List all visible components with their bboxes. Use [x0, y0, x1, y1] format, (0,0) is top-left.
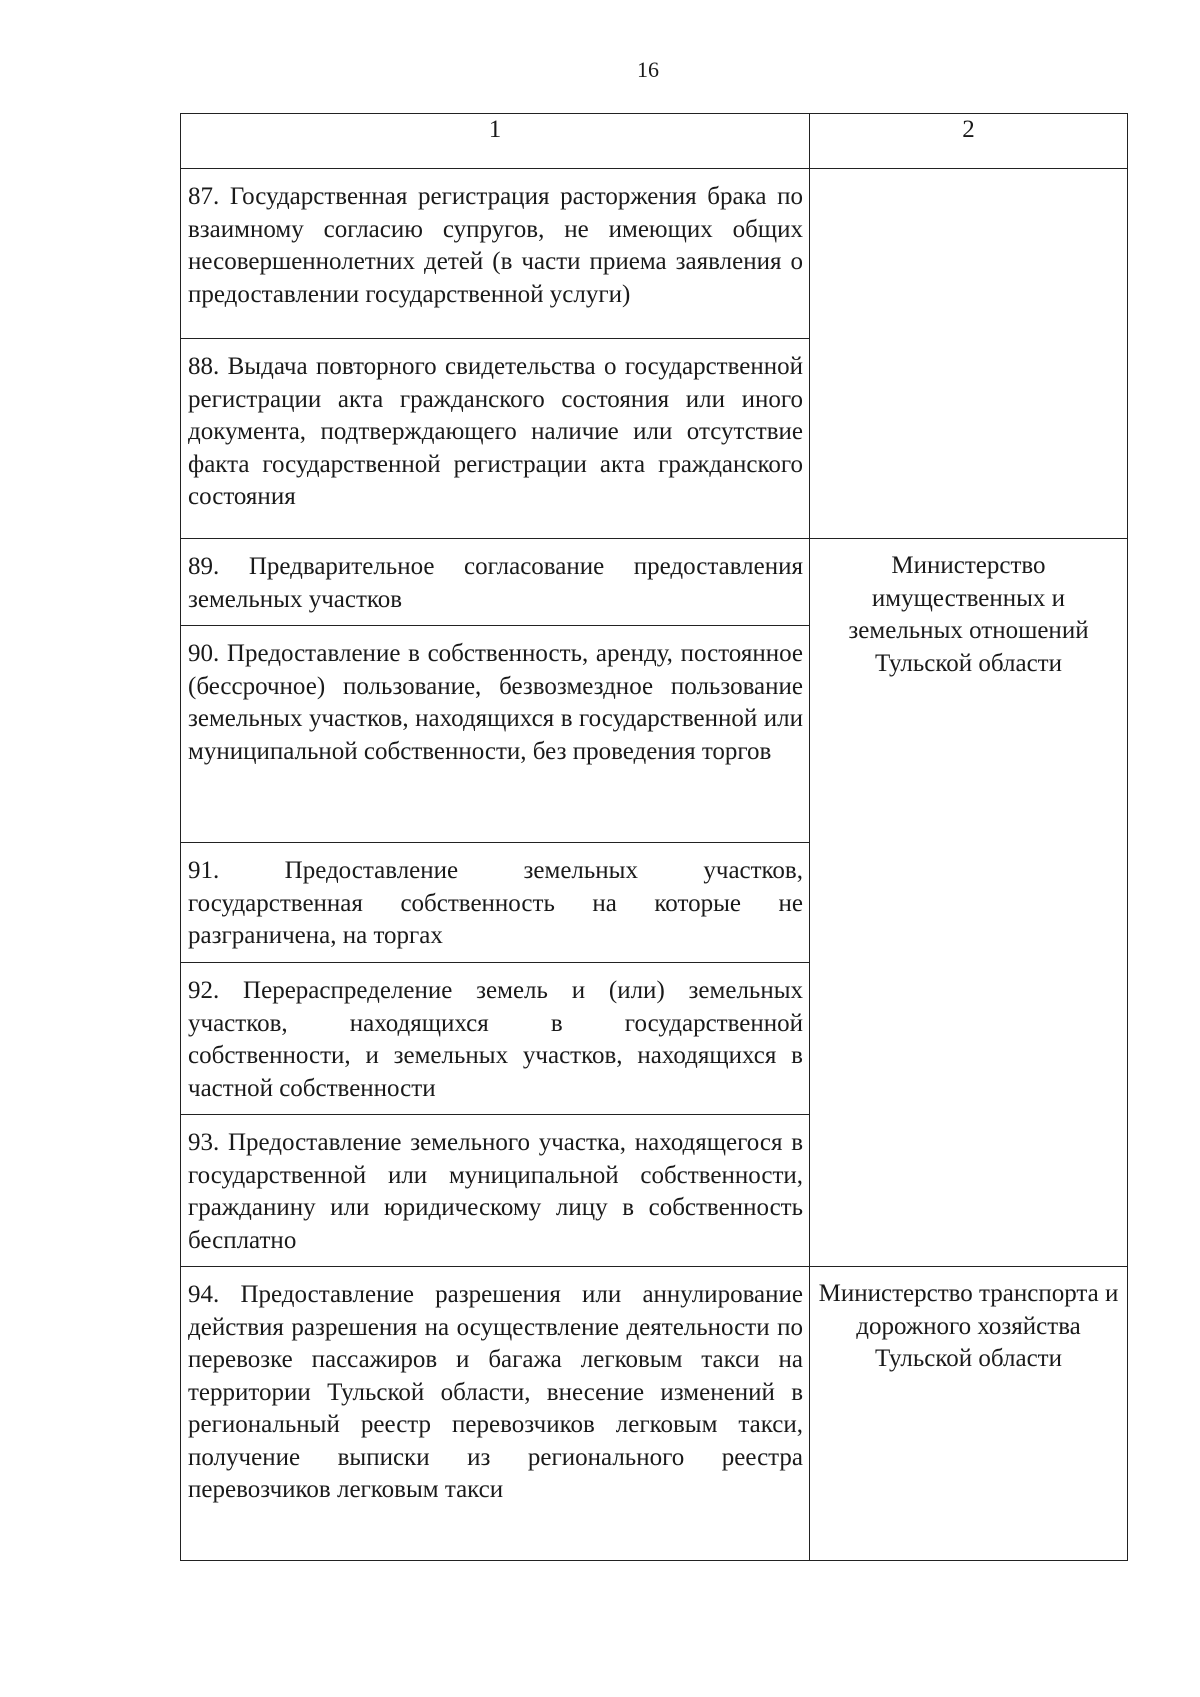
- service-item-89: 89. Предварительное согласование предоставления земельных участков: [181, 539, 810, 626]
- table-header-row: [181, 114, 1128, 169]
- table-row: [181, 1267, 1128, 1561]
- services-table: [180, 113, 1128, 1561]
- service-item-93: 93. Предоставление земельного участка, находящегося в государственной или муниципальной собственности, гражданину или юридическому лицу в собственность бесплатно: [181, 1115, 810, 1267]
- service-item-92: 92. Перераспределение земель и (или) земельных участков, находящихся в государственной собственности, и земельных участков, находящихся в частной собственности: [181, 963, 810, 1115]
- service-item-87: 87. Государственная регистрация расторжения брака по взаимному согласию супругов, не имеющих общих несовершеннолетних детей (в части приема заявления о предоставлении государственной услуги): [181, 169, 810, 339]
- service-item-88: 88. Выдача повторного свидетельства о государственной регистрации акта гражданского состояния или иного документа, подтверждающего наличие или отсутствие факта государственной регистрации акта гражданского состояния: [181, 339, 810, 539]
- column-header-2: 2: [810, 114, 1128, 169]
- responsible-org-1: [810, 169, 1128, 539]
- service-item-94: 94. Предоставление разрешения или аннулирование действия разрешения на осуществление деятельности по перевозке пассажиров и багажа легковым такси на территории Тульской области, внесение изменений в региональный реестр перевозчиков легковым такси, получение выписки из регионального реестра перевозчиков легковым такси: [181, 1267, 810, 1561]
- table-row: [181, 539, 1128, 626]
- column-header-1: 1: [181, 114, 810, 169]
- responsible-org-3: Министерство транспорта и дорожного хозяйства Тульской области: [810, 1267, 1128, 1561]
- page-number: 16: [637, 57, 659, 82]
- service-item-90: 90. Предоставление в собственность, аренду, постоянное (бессрочное) пользование, безвозмездное пользование земельных участков, находящихся в государственной или муниципальной собственности, без проведения торгов: [181, 626, 810, 843]
- service-item-91: 91. Предоставление земельных участков, государственная собственность на которые не разграничена, на торгах: [181, 843, 810, 963]
- table-row: [181, 169, 1128, 339]
- responsible-org-2: Министерство имущественных и земельных отношений Тульской области: [810, 539, 1128, 1267]
